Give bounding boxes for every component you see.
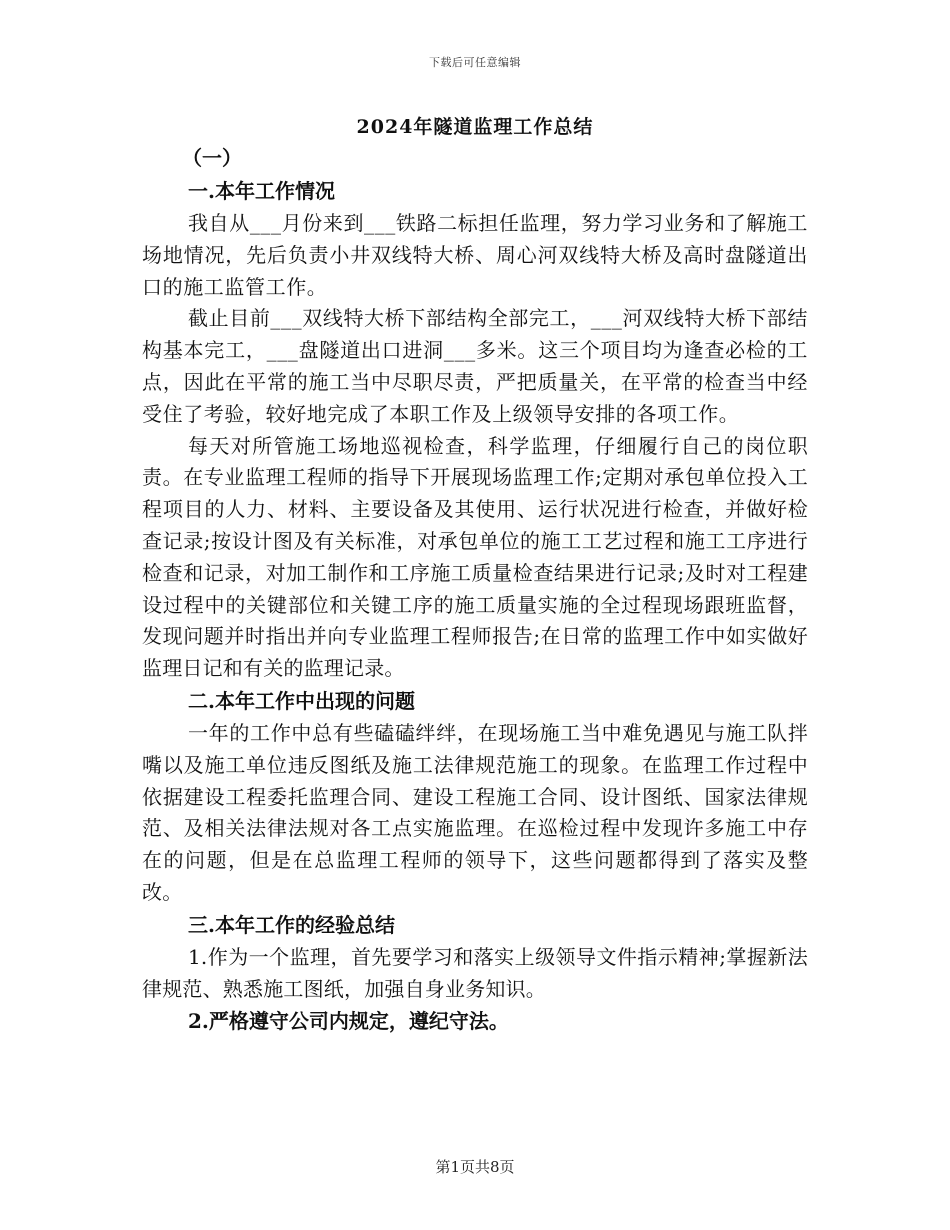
sub-mark: （一）: [182, 146, 242, 170]
document-body: [142, 142, 808, 1038]
section-heading-3: 三.本年工作的经验总结: [188, 912, 395, 937]
paragraph-1-3: 每天对所管施工场地巡视检查，科学监理，仔细履行自己的岗位职责。在专业监理工程师的指导下开展现场监理工作;定期对承包单位投入工程项目的人力、材料、主要设备及其使用、运行状况进行检查，并做好检查记录;按设计图及有关标准，对承包单位的施工工艺过程和施工工序进行检查和记录，对加工制作和工序施工质量检查结果进行记录;及时对工程建设过程中的关键部位和关键工序的施工质量实施的全过程现场跟班监督，发现问题并时指出并向专业监理工程师报告;在日常的监理工作中如实做好监理日记和有关的监理记录。: [142, 433, 808, 681]
paragraph-1-2: 截止目前___双线特大桥下部结构全部完工，___河双线特大桥下部结构基本完工，___盘隧道出口进洞___多米。这三个项目均为逢查必检的工点，因此在平常的施工当中尽职尽责，严把质量关，在平常的检查当中经受住了考验，较好地完成了本职工作及上级领导安排的各项工作。: [142, 306, 808, 426]
section-heading-1: 一.本年工作情况: [188, 179, 335, 203]
paragraph-1-1: 我自从___月份来到___铁路二标担任监理，努力学习业务和了解施工场地情况，先后负责小井双线特大桥、周心河双线特大桥及高时盘隧道出口的施工监管工作。: [142, 211, 808, 299]
section-heading-2: 二.本年工作中出现的问题: [188, 688, 415, 713]
document-title: 2024年隧道监理工作总结: [356, 116, 594, 138]
paragraph-2-1: 一年的工作中总有些磕磕绊绊，在现场施工当中难免遇见与施工队拌嘴以及施工单位违反图纸及施工法律规范施工的现象。在监理工作过程中依据建设工程委托监理合同、建设工程施工合同、设计图纸、国家法律规范、及相关法律法规对各工点实施监理。在巡检过程中发现许多施工中存在的问题，但是在总监理工程师的领导下，这些问题都得到了落实及整改。: [142, 720, 808, 904]
paragraph-3-1: 1.作为一个监理，首先要学习和落实上级领导文件指示精神;掌握新法律规范、熟悉施工图纸，加强自身业务知识。: [142, 944, 808, 1001]
header-note: 下载后可任意编辑: [429, 56, 521, 69]
bold-item-3-2: 2.严格遵守公司内规定，遵纪守法。: [188, 1009, 509, 1034]
page-footer: 第1页共8页: [435, 1158, 515, 1176]
